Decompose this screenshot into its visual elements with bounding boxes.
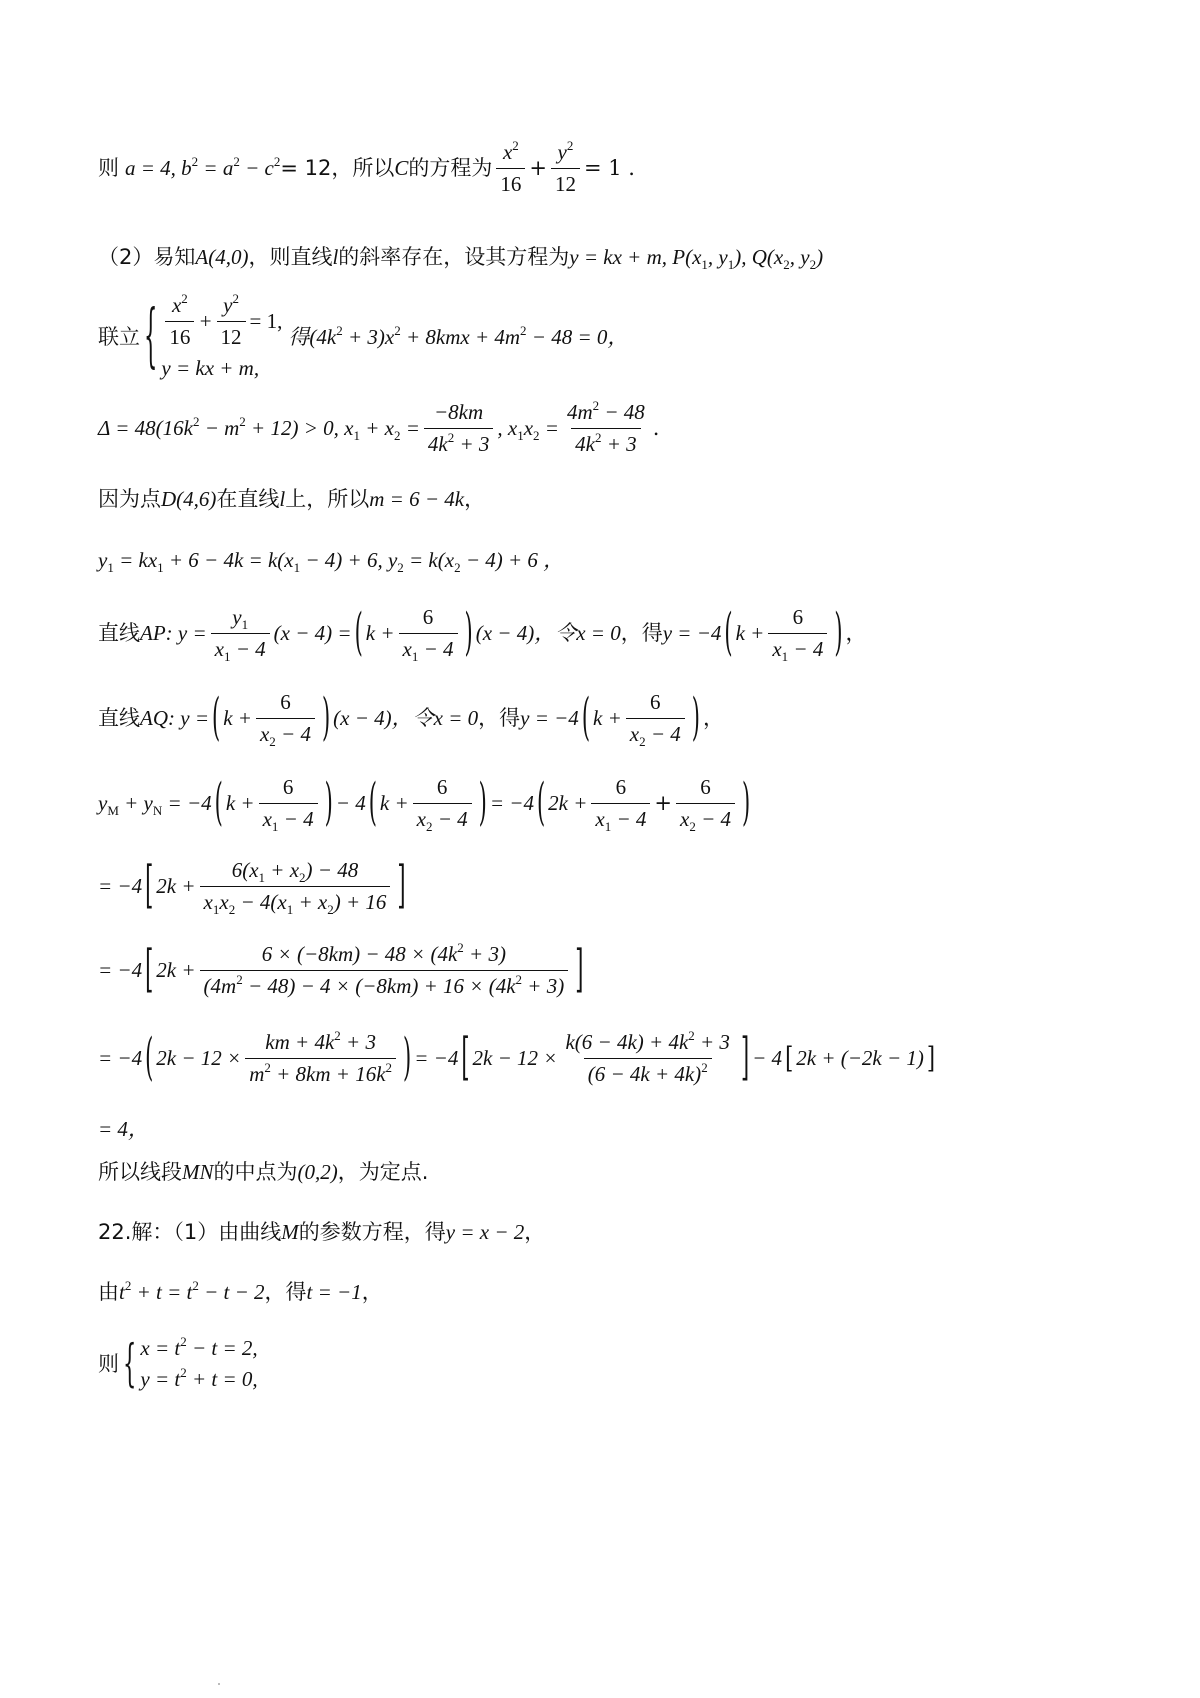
line-ellipse-parameters: 则 a = 4, $b^2 = a^2 - c^2$ = 12，所以 C 的方程为 $\frac{x^2}{16}$ + $\frac{y^2}{12}$ = 1 . bbox=[98, 138, 635, 197]
line-part2-intro: （2）易知 A(4,0) ，则直线 l 的斜率存在，设其方程为 y = kx + m, $P(x_1$, $y_1$), $Q(x_2$, $y_2$) bbox=[98, 245, 824, 272]
line-result: = 4， bbox=[98, 1117, 149, 1141]
fraction: $\frac{x^2}{16}$ bbox=[496, 140, 525, 197]
line-step-2: = −4 [ 2k + $\frac{6 \times (-8km) - 48 \times (4k^2 + 3)}{(4m^2 - 48) - 4 \times (-8km) + 16 \times (4k^2 + 3)}$ ] bbox=[98, 940, 584, 999]
line-point-d: 因为点 D(4,6) 在直线 l 上，所以 m = 6 − 4k ， bbox=[98, 487, 486, 511]
line-conclusion: 所以线段 MN 的中点为 (0,2) ，为定点. bbox=[98, 1160, 429, 1184]
line-solve-t: 由 $t^2 + t = t^2 - t - 2$ ，得 t = −1 ， bbox=[98, 1278, 383, 1304]
line-point-system: 则 { $x = t^2 - t = 2$, $y = t^2 + t = 0$, bbox=[98, 1333, 258, 1392]
page-mark bbox=[218, 1683, 220, 1685]
line-ap: 直线 AP : y = $\frac{y_1}{x_1 - 4}$ (x − 4) = ( k + $\frac{6}{x_1 - 4}$ ) (x − 4)，令 x = 0 ，得 y = −4 ( k + $\frac{6}{x_1 - 4}$ ) ， bbox=[98, 603, 867, 665]
line-discriminant-vieta: $\Delta = 48(16k^2 - m^2 + 12) > 0$, $x_1 + x_2$ = $\frac{-8km}{4k^2 + 3}$ , $x_1x_2$ = $\frac{4m^2 - 48}{4k^2 + 3}$ . bbox=[98, 398, 660, 457]
fraction: $\frac{y^2}{12}$ bbox=[551, 140, 580, 197]
line-simultaneous-system: 联立 { $\frac{x^2}{16}$ + $\frac{y^2}{12}$ = 1, y = kx + m, 得$(4k^2 + 3)x^2 + 8kmx + 4m^2 - 48 = 0$， bbox=[98, 291, 629, 381]
line-q22-start: 22.解：（1）由曲线 M 的参数方程，得 y = x − 2 ， bbox=[98, 1220, 546, 1244]
line-ym-plus-yn: $y_M + y_N = -4$ ( k + $\frac{6}{x_1 - 4}$ ) − 4 ( k + $\frac{6}{x_2 - 4}$ ) = −4 ( 2k + $\frac{6}{x_1 - 4}$ + $\frac{6}{x_2 - 4}$ ) bbox=[98, 773, 751, 835]
line-aq: 直线 AQ : y = ( k + $\frac{6}{x_2 - 4}$ ) (x − 4)，令 x = 0 ，得 y = −4 ( k + $\frac{6}{x_2 - 4}$ ) ， bbox=[98, 688, 724, 750]
line-step-1: = −4 [ 2k + $\frac{6(x_1 + x_2) - 48}{x_1x_2 - 4(x_1 + x_2) + 16}$ ] bbox=[98, 856, 406, 918]
line-step-3: = −4 ( 2k − 12 × $\frac{km + 4k^2 + 3}{m^2 + 8km + 16k^2}$ ) = −4 [ 2k − 12 × $\frac{k(6 - 4k) + 4k^2 + 3}{(6 - 4k + 4k)^2}$ ] − 4 [ 2k + (−2k − 1) ] bbox=[98, 1028, 936, 1087]
line-y-expressions: $y_1 = kx_1 + 6 - 4k = k(x_1 - 4) + 6$, $y_2 = k(x_2 - 4) + 6$ ， bbox=[98, 548, 565, 575]
